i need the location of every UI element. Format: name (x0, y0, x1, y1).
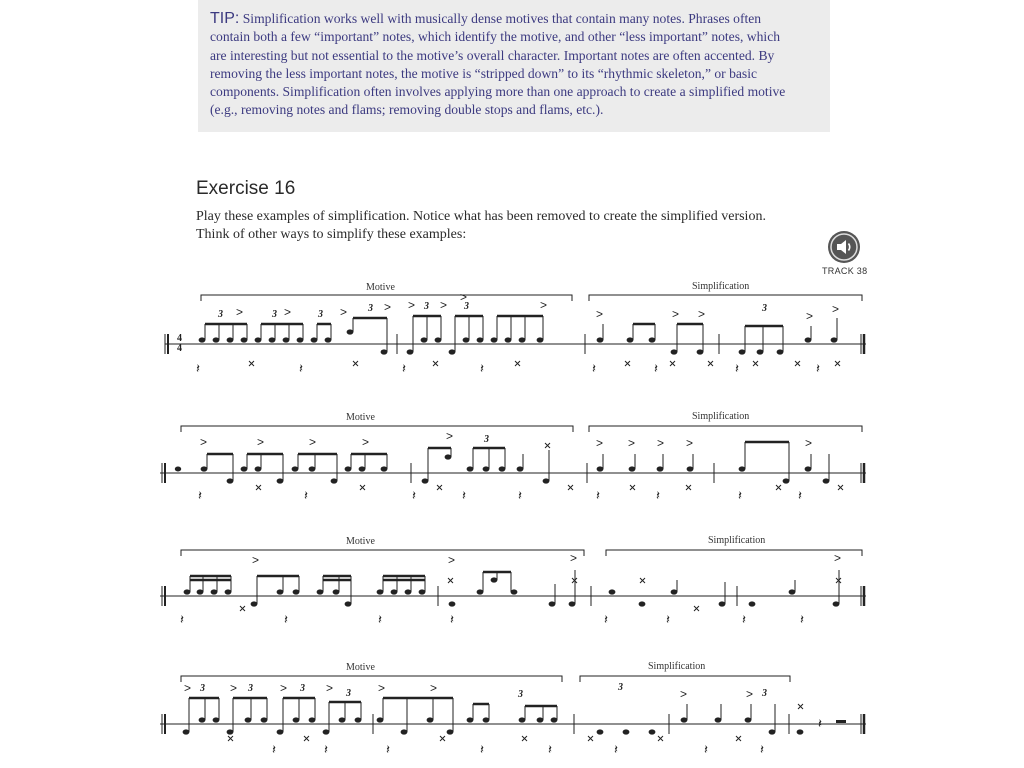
svg-text:>: > (326, 681, 334, 695)
simplification-label: Simplification (708, 535, 766, 546)
svg-text:𝄽: 𝄽 (592, 362, 596, 377)
notation-system-1 (0, 280, 1024, 380)
svg-text:>: > (362, 435, 370, 449)
svg-text:>: > (184, 681, 192, 695)
svg-text:𝄽: 𝄽 (450, 613, 454, 628)
beams (189, 698, 557, 706)
svg-text:𝄽: 𝄽 (704, 743, 708, 758)
svg-text:>: > (384, 300, 392, 314)
svg-text:𝄽: 𝄽 (198, 489, 202, 504)
tuplet-numbers (483, 434, 489, 445)
staff-3 (0, 534, 1024, 634)
simplification-label: Simplification (692, 411, 750, 422)
svg-text:>: > (805, 436, 813, 450)
svg-text:>: > (448, 553, 456, 567)
staff-1 (0, 280, 1024, 380)
svg-text:>: > (540, 298, 548, 312)
svg-text:𝄽: 𝄽 (299, 362, 303, 377)
svg-text:3: 3 (762, 303, 767, 314)
svg-text:3: 3 (346, 688, 351, 699)
svg-text:𝄽: 𝄽 (735, 362, 739, 377)
svg-text:𝄽: 𝄽 (798, 489, 802, 504)
svg-text:>: > (408, 298, 416, 312)
svg-text:3: 3 (200, 683, 205, 694)
stems (205, 316, 837, 352)
svg-text:>: > (280, 681, 288, 695)
svg-text:𝄽: 𝄽 (386, 743, 390, 758)
svg-text:𝄽: 𝄽 (800, 613, 804, 628)
svg-text:>: > (252, 553, 260, 567)
svg-text:>: > (657, 436, 665, 450)
svg-text:>: > (672, 307, 680, 321)
svg-text:𝄽: 𝄽 (596, 489, 600, 504)
staff-2 (0, 410, 1024, 510)
svg-text:>: > (460, 290, 468, 304)
tip-label: TIP: (210, 10, 240, 27)
svg-text:𝄽: 𝄽 (666, 613, 670, 628)
tip-line-4: removing the less important notes, the motive is “stripped down” to its “rhythmic skeleton,” or basic (210, 65, 758, 81)
beams (190, 572, 511, 580)
svg-text:𝄽: 𝄽 (378, 613, 382, 628)
svg-text:4: 4 (177, 333, 182, 344)
svg-text:>: > (570, 551, 578, 565)
svg-text:4: 4 (177, 343, 182, 354)
svg-text:>: > (284, 305, 292, 319)
tuplet-numbers (217, 301, 767, 320)
svg-text:>: > (680, 687, 688, 701)
accents (184, 681, 753, 701)
accents (200, 429, 812, 450)
svg-text:𝄽: 𝄽 (480, 743, 484, 758)
accents (252, 551, 841, 567)
svg-text:>: > (430, 681, 438, 695)
svg-text:3: 3 (424, 301, 429, 312)
motive-label: Motive (346, 412, 375, 423)
svg-text:3: 3 (464, 301, 469, 312)
svg-text:>: > (378, 681, 386, 695)
svg-text:>: > (596, 436, 604, 450)
svg-text:𝄽: 𝄽 (196, 362, 200, 377)
svg-text:𝄽: 𝄽 (742, 613, 746, 628)
svg-text:>: > (340, 305, 348, 319)
svg-text:>: > (832, 302, 840, 316)
beams (205, 316, 783, 326)
notation-system-3 (0, 534, 1024, 634)
svg-text:3: 3 (762, 688, 767, 699)
rests (180, 613, 804, 628)
section-brackets (181, 550, 862, 556)
track-label: TRACK 38 (822, 266, 868, 276)
x-notes (228, 704, 803, 741)
svg-text:>: > (236, 305, 244, 319)
staff-4 (0, 660, 1024, 768)
notation-system-4 (0, 660, 1024, 768)
svg-text:>: > (257, 435, 265, 449)
svg-text:𝄽: 𝄽 (738, 489, 742, 504)
rests (196, 362, 820, 377)
tip-line-2: contain both a few “important” notes, which identify the motive, and other “less important” notes, which (210, 29, 781, 45)
tip-line-5: components. Simplification often involves applying more than one approach to create a simplified motive (210, 84, 786, 100)
stems (207, 442, 829, 481)
svg-text:𝄽: 𝄽 (760, 743, 764, 758)
motive-label: Motive (346, 536, 375, 547)
svg-text:𝄽: 𝄽 (412, 489, 416, 504)
svg-text:𝄽: 𝄽 (548, 743, 552, 758)
motive-label: Motive (366, 282, 395, 293)
svg-text:𝄽: 𝄽 (614, 743, 618, 758)
section-brackets (181, 676, 790, 682)
svg-text:𝄽: 𝄽 (462, 489, 466, 504)
svg-text:3: 3 (218, 309, 223, 320)
svg-text:𝄽: 𝄽 (818, 717, 822, 732)
svg-text:>: > (834, 551, 842, 565)
svg-text:>: > (698, 307, 706, 321)
svg-text:3: 3 (368, 303, 373, 314)
x-notes (249, 361, 840, 366)
noteheads (199, 329, 838, 354)
svg-text:𝄽: 𝄽 (180, 613, 184, 628)
exercise-instructions (196, 208, 836, 244)
svg-text:>: > (446, 429, 454, 443)
svg-text:>: > (440, 298, 448, 312)
svg-text:>: > (200, 435, 208, 449)
whole-rest (836, 720, 846, 723)
instruction-line-1: Play these examples of simplification. Notice what has been removed to create the simplified version. (196, 209, 766, 224)
section-brackets (181, 426, 862, 432)
svg-text:𝄽: 𝄽 (604, 613, 608, 628)
svg-text:3: 3 (272, 309, 277, 320)
time-signature (177, 333, 182, 354)
svg-text:>: > (628, 436, 636, 450)
tip-line-3: are interesting but not essential to the motive’s overall character. Important notes are often accented. By (210, 47, 775, 63)
svg-text:𝄽: 𝄽 (324, 743, 328, 758)
svg-text:3: 3 (300, 683, 305, 694)
speaker-icon[interactable] (828, 231, 860, 263)
noteheads (183, 717, 804, 734)
tip-text (210, 10, 822, 120)
svg-text:𝄽: 𝄽 (304, 489, 308, 504)
svg-text:3: 3 (518, 689, 523, 700)
noteheads (184, 577, 840, 606)
svg-text:𝄽: 𝄽 (272, 743, 276, 758)
svg-text:𝄽: 𝄽 (284, 613, 288, 628)
svg-text:>: > (746, 687, 754, 701)
simplification-label: Simplification (648, 661, 706, 672)
svg-text:>: > (686, 436, 694, 450)
svg-text:𝄽: 𝄽 (656, 489, 660, 504)
motive-label: Motive (346, 662, 375, 673)
tip-line-6: (e.g., removing notes and flams; removing double stops and flams, etc.). (210, 102, 604, 118)
section-brackets (201, 295, 862, 301)
svg-text:𝄽: 𝄽 (654, 362, 658, 377)
svg-text:𝄽: 𝄽 (518, 489, 522, 504)
svg-text:3: 3 (618, 682, 623, 693)
svg-text:𝄽: 𝄽 (816, 362, 820, 377)
beams (207, 442, 789, 454)
simplification-label: Simplification (692, 281, 750, 292)
svg-text:>: > (596, 307, 604, 321)
svg-text:3: 3 (318, 309, 323, 320)
svg-text:3: 3 (484, 434, 489, 445)
svg-text:𝄽: 𝄽 (402, 362, 406, 377)
rests (198, 489, 802, 504)
notation-system-2 (0, 410, 1024, 510)
svg-text:>: > (230, 681, 238, 695)
instruction-line-2: Think of other ways to simplify these examples: (196, 227, 467, 242)
svg-text:𝄽: 𝄽 (480, 362, 484, 377)
svg-text:>: > (806, 309, 814, 323)
noteheads (175, 454, 830, 483)
svg-text:>: > (309, 435, 317, 449)
tip-line-1: Simplification works well with musically dense motives that contain many notes. Phrases often (239, 11, 762, 26)
exercise-title: Exercise 16 (196, 178, 296, 199)
svg-text:3: 3 (248, 683, 253, 694)
